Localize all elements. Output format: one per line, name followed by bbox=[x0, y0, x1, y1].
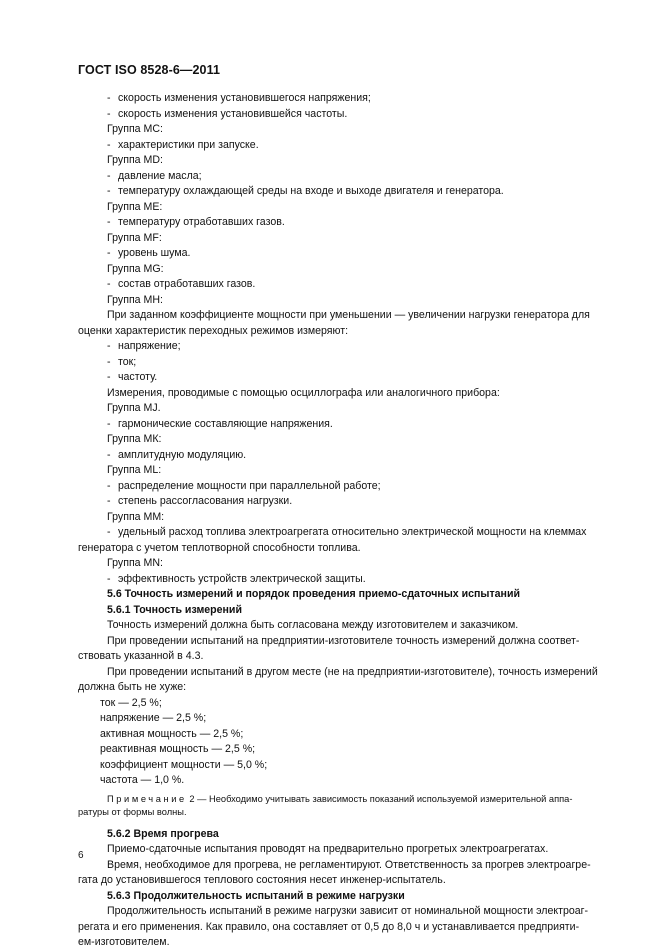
group-label: Группа ML: bbox=[107, 464, 162, 476]
note-text: 2 — Необходимо учитывать зависимость показаний используемой измерительной аппа- bbox=[186, 793, 573, 804]
list-item-text: температуру охлаждающей среды на входе и выходе двигателя и генератора. bbox=[118, 185, 504, 197]
list-item bbox=[78, 246, 615, 262]
tolerance-item: реактивная мощность — 2,5 %; bbox=[100, 743, 256, 755]
list-item-text: температуру отработавших газов. bbox=[118, 216, 285, 228]
tolerance-item: частота — 1,0 %. bbox=[100, 774, 185, 786]
section-5-6-1-para2-line2: ствовать указанной в 4.3. bbox=[78, 650, 204, 662]
list-item bbox=[78, 572, 615, 588]
section-5-6-2-para2-line2: гата до установившегося теплового состояния несет инженер-испытатель. bbox=[78, 874, 446, 886]
list-dash: - bbox=[107, 355, 111, 368]
list-item bbox=[78, 215, 615, 231]
section-5-6-3-para1-line1: Продолжительность испытаний в режиме нагрузки зависит от номинальной мощности электроаг- bbox=[107, 905, 589, 917]
group-label: Группа МН: bbox=[107, 293, 163, 306]
tolerance-item: ток — 2,5 %; bbox=[100, 696, 162, 709]
list-dash: - bbox=[107, 107, 111, 120]
list-item-text: давление масла; bbox=[118, 169, 202, 182]
list-dash: - bbox=[107, 526, 111, 538]
mh-paragraph-line1: При заданном коэффициенте мощности при уменьшении — увеличении нагрузки генератора для bbox=[107, 309, 590, 321]
group-label: Группа MG: bbox=[107, 262, 164, 275]
list-item bbox=[78, 355, 615, 371]
list-dash: - bbox=[107, 572, 111, 585]
tolerance-item: коэффициент мощности — 5,0 %; bbox=[100, 758, 268, 771]
mm-text: удельный расход топлива электроагрегата относительно электрической мощности на клеммах bbox=[118, 526, 587, 538]
list-item-text: распределение мощности при параллельной работе; bbox=[118, 479, 381, 492]
list-item-text: скорость изменения установившейся частоты. bbox=[118, 107, 348, 120]
tolerance-list bbox=[78, 696, 615, 789]
protection-groups-list bbox=[78, 556, 615, 587]
list-item-text: степень рассогласования нагрузки. bbox=[118, 495, 293, 507]
list-dash: - bbox=[107, 278, 111, 290]
list-item-text: напряжение; bbox=[118, 340, 181, 352]
group-label: Группа МЕ: bbox=[107, 200, 163, 213]
note-2 bbox=[78, 793, 615, 819]
section-5-6-1-para3-line1: При проведении испытаний в другом месте (не на предприятии-изготовителе), точность измерений bbox=[107, 665, 598, 678]
section-5-6-2-para1: Приемо-сдаточные испытания проводят на предварительно прогретых электроагрегатах. bbox=[107, 843, 549, 855]
section-5-6-1-para1: Точность измерений должна быть согласована между изготовителем и заказчиком. bbox=[107, 619, 519, 631]
list-item-text: ток; bbox=[118, 355, 137, 368]
list-dash: - bbox=[107, 247, 111, 259]
tolerance-item: активная мощность — 2,5 %; bbox=[100, 727, 244, 740]
list-item-text: состав отработавших газов. bbox=[118, 278, 256, 290]
section-5-6-heading: 5.6 Точность измерений и порядок проведения приемо-сдаточных испытаний bbox=[107, 588, 520, 600]
group-label: Группа MJ. bbox=[107, 402, 161, 414]
list-item bbox=[78, 494, 615, 510]
section-5-6-1-para3-line2: должна быть не хуже: bbox=[78, 681, 187, 693]
document-header: ГОСТ ISO 8528-6—2011 bbox=[78, 63, 221, 77]
list-item bbox=[78, 277, 615, 293]
list-dash: - bbox=[107, 417, 111, 430]
list-dash: - bbox=[107, 185, 111, 197]
list-dash: - bbox=[107, 495, 111, 507]
mm-paragraph-line2: генератора с учетом теплотворной способности топлива. bbox=[78, 541, 361, 554]
group-label: Группа MD: bbox=[107, 154, 163, 166]
list-item bbox=[78, 370, 615, 386]
list-item bbox=[78, 138, 615, 154]
list-item bbox=[78, 339, 615, 355]
group-label: Измерения, проводимые с помощью осциллографа или аналогичного прибора: bbox=[107, 386, 500, 399]
section-5-6-1-heading: 5.6.1 Точность измерений bbox=[107, 603, 242, 616]
list-item-text: гармонические составляющие напряжения. bbox=[118, 417, 333, 430]
measurement-groups-list bbox=[78, 91, 615, 308]
list-item bbox=[78, 479, 615, 495]
section-5-6-2-para2-line1: Время, необходимое для прогрева, не регламентируют. Ответственность за прогрев электроагре- bbox=[107, 858, 591, 871]
list-dash: - bbox=[107, 340, 111, 352]
list-item bbox=[78, 91, 615, 107]
note-line2: ратуры от формы волны. bbox=[78, 806, 187, 817]
section-5-6-1-para2-line1: При проведении испытаний на предприятии-изготовителе точность измерений должна соответ- bbox=[107, 634, 580, 647]
section-5-6-3-heading: 5.6.3 Продолжительность испытаний в режиме нагрузки bbox=[107, 889, 405, 902]
section-5-6-2-heading: 5.6.2 Время прогрева bbox=[107, 827, 219, 840]
mm-paragraph-line1 bbox=[78, 525, 615, 541]
note-line1 bbox=[78, 793, 615, 806]
list-item-text: частоту. bbox=[118, 371, 158, 383]
section-5-6-3-para1-line2: регата и его применения. Как правило, она составляет от 0,5 до 8,0 ч и устанавливается предприяти- bbox=[78, 920, 580, 933]
page-number: 6 bbox=[78, 850, 84, 861]
mh-paragraph-line2: оценки характеристик переходных режимов измеряют: bbox=[78, 324, 349, 337]
group-label: Группа МК: bbox=[107, 433, 162, 445]
section-5-6-3-para1-line3: ем-изготовителем. bbox=[78, 936, 170, 948]
page-content bbox=[78, 91, 615, 951]
list-dash: - bbox=[107, 169, 111, 182]
group-label: Группа MN: bbox=[107, 557, 163, 569]
list-item bbox=[78, 184, 615, 200]
list-item-text: скорость изменения установившегося напряжения; bbox=[118, 92, 371, 104]
oscillograph-groups-list bbox=[78, 339, 615, 525]
list-dash: - bbox=[107, 479, 111, 492]
list-item-text: эффективность устройств электрической защиты. bbox=[118, 572, 366, 585]
group-label: Группа MF: bbox=[107, 231, 162, 244]
note-label: Примечание bbox=[107, 793, 187, 804]
list-item-text: амплитудную модуляцию. bbox=[118, 448, 247, 461]
list-item bbox=[78, 169, 615, 185]
group-label: Группа ММ: bbox=[107, 510, 165, 523]
tolerance-item: напряжение — 2,5 %; bbox=[100, 712, 207, 724]
list-dash: - bbox=[107, 371, 111, 383]
list-dash: - bbox=[107, 138, 111, 151]
list-dash: - bbox=[107, 448, 111, 461]
list-item bbox=[78, 107, 615, 123]
list-dash: - bbox=[107, 216, 111, 228]
list-dash: - bbox=[107, 92, 111, 104]
list-item-text: уровень шума. bbox=[118, 247, 191, 259]
list-item-text: характеристики при запуске. bbox=[118, 138, 259, 151]
list-item bbox=[78, 417, 615, 433]
group-label: Группа МС: bbox=[107, 123, 163, 135]
list-item bbox=[78, 448, 615, 464]
